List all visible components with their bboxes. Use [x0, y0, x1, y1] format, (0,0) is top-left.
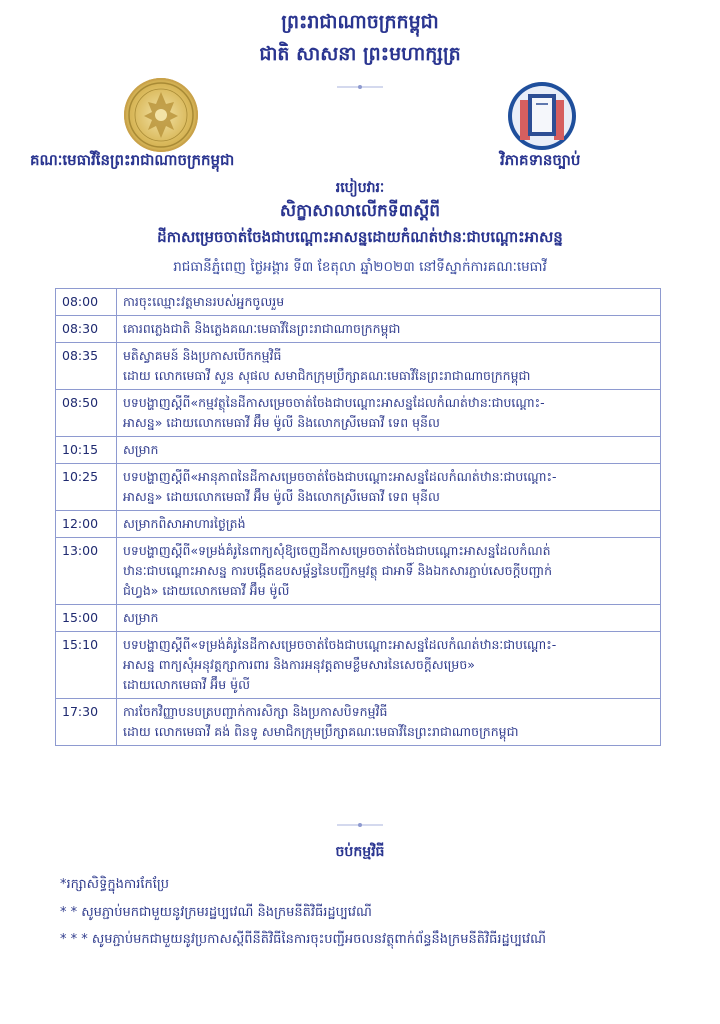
schedule-time: 15:00 — [56, 605, 117, 632]
table-row — [56, 538, 661, 605]
footnote: * * សូមភ្ជាប់មកជាមួយនូវក្រមរដ្ឋប្បវេណី និងក្រមនីតិវិធីរដ្ឋប្បវេណី — [60, 905, 372, 920]
motto: ជាតិ សាសនា ព្រះមហាក្សត្រ — [259, 43, 461, 65]
schedule-description: ការចែកវិញ្ញាបនបត្របញ្ជាក់ការសិក្សា និងប្រកាសបិទកម្មវិធី ដោយ លោកមេធាវី គង់ ពិនទូ សមាជិកក្រុមប្រឹក្សាគណៈមេធាវីនៃព្រះរាជាណាចក្រកម្ពុជា — [117, 699, 661, 746]
table-row — [56, 511, 661, 538]
schedule-description: ការចុះឈ្មោះវត្តមានរបស់អ្នកចូលរួម — [117, 289, 661, 316]
table-row — [56, 437, 661, 464]
table-row — [56, 605, 661, 632]
schedule-description: សម្រាកពិសាអាហារថ្ងៃត្រង់ — [117, 511, 661, 538]
table-row — [56, 316, 661, 343]
event-location-date: រាជធានីភ្នំពេញ ថ្ងៃអង្គារ ទី៣ ខែតុលា ឆ្នាំ២០២៣ នៅទីស្នាក់ការគណៈមេធាវី — [173, 259, 547, 275]
schedule-time: 15:10 — [56, 632, 117, 699]
table-row — [56, 699, 661, 746]
schedule-description: បទបង្ហាញស្តីពី«អានុភាពនៃដីកាសម្រេចចាត់ចែងជាបណ្តោះអាសន្នដែលកំណត់ឋានៈជាបណ្តោះ- អាសន្ន» ដោយលោកមេធាវី អ៊ឹម ម៉ូលី និងលោកស្រីមេធាវី ទេព មុនីល — [117, 464, 661, 511]
ornament-divider-icon — [335, 822, 385, 828]
schedule-time: 12:00 — [56, 511, 117, 538]
table-row — [56, 632, 661, 699]
legal-contribution-name: វិភាគទានច្បាប់ — [500, 151, 581, 169]
table-row — [56, 464, 661, 511]
bar-association-seal-icon — [124, 78, 198, 152]
schedule-description: សម្រាក — [117, 605, 661, 632]
table-row — [56, 289, 661, 316]
schedule-table — [55, 288, 661, 746]
schedule-description: បទបង្ហាញស្តីពី«ទម្រង់គំរូនៃដីកាសម្រេចចាត់ចែងជាបណ្តោះអាសន្នដែលកំណត់ឋានៈជាបណ្តោះ- អាសន្ន ពាក្យសុំអនុវត្តក្សាការពារ និងការអនុវត្តតាមខ្លឹមសារនៃសេចក្តីសម្រេច» ដោយលោកមេធាវី អ៊ឹម ម៉ូលី — [117, 632, 661, 699]
seminar-title: សិក្ខាសាលាលើកទី៣ស្តីពី — [279, 201, 441, 221]
seminar-subtitle: ដីកាសម្រេចចាត់ចែងជាបណ្តោះអាសន្នដោយកំណត់ឋានៈជាបណ្តោះអាសន្ន — [157, 228, 563, 246]
schedule-description: បទបង្ហាញស្តីពី«កម្មវត្ថុនៃដីកាសម្រេចចាត់ចែងជាបណ្តោះអាសន្នដែលកំណត់ឋានៈជាបណ្តោះ- អាសន្ន» ដោយលោកមេធាវី អ៊ឹម ម៉ូលី និងលោកស្រីមេធាវី ទេព មុនីល — [117, 390, 661, 437]
kingdom-title: ព្រះរាជាណាចក្រកម្ពុជា — [281, 11, 439, 33]
schedule-time: 08:35 — [56, 343, 117, 390]
schedule-description: សម្រាក — [117, 437, 661, 464]
schedule-time: 13:00 — [56, 538, 117, 605]
table-row — [56, 343, 661, 390]
table-row — [56, 390, 661, 437]
schedule-time: 08:00 — [56, 289, 117, 316]
schedule-time: 17:30 — [56, 699, 117, 746]
ornament-divider-icon — [335, 84, 385, 90]
schedule-time: 08:50 — [56, 390, 117, 437]
schedule-description: គោរពភ្លេងជាតិ និងភ្លេងគណៈមេធាវីនៃព្រះរាជាណាចក្រកម្ពុជា — [117, 316, 661, 343]
schedule-time: 10:15 — [56, 437, 117, 464]
legal-contribution-book-icon — [506, 80, 578, 152]
agenda-label: របៀបវារៈ — [335, 180, 385, 196]
footnote: * * * សូមភ្ជាប់មកជាមួយនូវប្រកាសស្តីពីនីតិវិធីនៃការចុះបញ្ជីអចលនវត្ថុពាក់ព័ន្ធនឹងក្រមនីតិវិធីរដ្ឋប្បវេណី — [60, 932, 546, 947]
schedule-time: 08:30 — [56, 316, 117, 343]
program-end: ចប់កម្មវិធី — [335, 844, 385, 860]
schedule-time: 10:25 — [56, 464, 117, 511]
footnote: *រក្សាសិទ្ធិក្នុងការកែប្រែ — [60, 877, 169, 892]
schedule-description: មតិស្វាគមន៍ និងប្រកាសបើកកម្មវិធី ដោយ លោកមេធាវី សួន សុផល សមាជិកក្រុមប្រឹក្សាគណៈមេធាវីនៃព្រះរាជាណាចក្រកម្ពុជា — [117, 343, 661, 390]
schedule-description: បទបង្ហាញស្តីពី«ទម្រង់គំរូនៃពាក្យសុំឱ្យចេញដីកាសម្រេចចាត់ចែងជាបណ្តោះអាសន្នដែលកំណត់ ឋានៈជាបណ្តោះអាសន្ន ការបង្កើតឧបសម្ព័ន្ធនៃបញ្ជីកម្មវត្ថុ ជាអាទិ៍ និងឯកសារភ្ជាប់សេចក្តីបញ្ជាក់ ជំហ្វង» ដោយលោកមេធាវី អ៊ឹម ម៉ូលី — [117, 538, 661, 605]
bar-association-name: គណៈមេធាវីនៃព្រះរាជាណាចក្រកម្ពុជា — [30, 151, 235, 169]
